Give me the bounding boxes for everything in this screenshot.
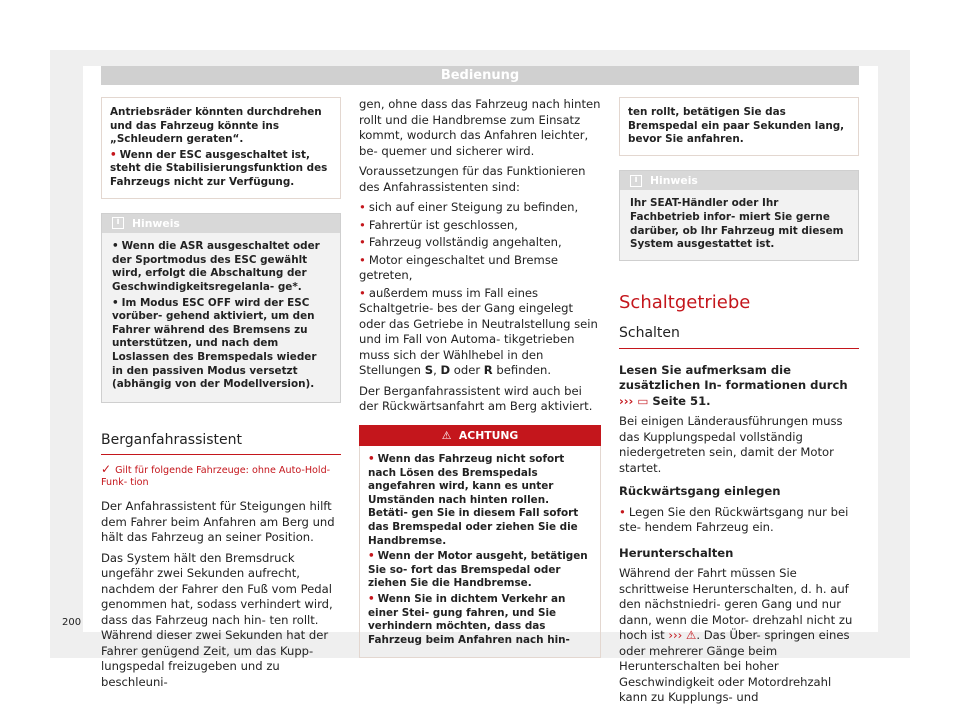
separator: , (433, 363, 441, 377)
warning-bullet (368, 550, 592, 591)
paragraph: gen, ohne dass das Fahrzeug nach hinten rollt und die Handbremse zum Einsatz kommt, wodurch das Anfahren leichter, be- quemer und sicherer wird. (359, 97, 601, 158)
list-item-text: Legen Sie den Rückwärtsgang nur bei ste- hendem Fahrzeug ein. (619, 504, 849, 535)
applies-text: Gilt für folgende Fahrzeuge: ohne Auto-Hold-Funk- tion (101, 465, 331, 489)
note-bullet (112, 297, 330, 392)
position-d: D (440, 363, 451, 377)
list-item (359, 253, 601, 284)
paragraph: Voraussetzungen für das Funktionieren des Anfahrassistenten sind: (359, 164, 586, 194)
intro-text: Lesen Sie aufmerksam die zusätzlichen In- formationen durch (619, 362, 848, 393)
note-body (102, 233, 340, 402)
bullet-icon: • (110, 148, 117, 161)
list-item (359, 218, 601, 234)
double-chevron-icon: ››› (668, 628, 683, 643)
double-chevron-icon: ››› (619, 393, 634, 408)
list-item (359, 200, 601, 216)
bullet-icon: • (368, 453, 375, 465)
note-body: Ihr SEAT-Händler oder Ihr Fachbetrieb infor- miert Sie gerne darüber, ob Ihr Fahrzeug mit diesem System ausgestattet ist. (630, 197, 844, 251)
warning-continuation-box (101, 97, 341, 199)
book-icon: ▭ (637, 393, 649, 408)
check-icon: ✓ (101, 462, 112, 477)
bullet-icon: • (112, 240, 119, 253)
note-bullet-text: Wenn die ASR ausgeschaltet oder der Sportmodus des ESC gewählt wird, erfolgt die Abschaltung der Geschwindigkeitsregelanla- ge*. (112, 240, 320, 293)
warning-bullet (110, 149, 332, 190)
info-icon: i (630, 175, 642, 187)
paragraph: Das System hält den Bremsdruck ungefähr zwei Sekunden aufrecht, nachdem der Fahrer den Fuß vom Pedal genommen hat, sodass verhindert wird, dass das Fahrzeug nach hin- ten rollt. Während dieser zwei Sekunden hat der Fahrer genügend Zeit, um das Kupp- lungspedal freizugeben und zu beschleuni- (101, 550, 333, 689)
note-title: Hinweis (650, 173, 698, 187)
list-item-end: befinden. (492, 363, 552, 377)
list-item-text: Fahrzeug vollständig angehalten, (368, 235, 562, 249)
list-item-text: Motor eingeschaltet und Bremse getreten, (359, 252, 559, 282)
list-item (359, 235, 601, 251)
warning-header (359, 425, 601, 447)
bullet-icon: • (112, 296, 119, 309)
list-item-text: außerdem muss im Fall eines Schaltgetrie- bes der Gang eingelegt oder das Getriebe in Neutralstellung sein und im Fall von Automa- tikgetrieben muss sich der Wählhebel in den Stellungen (359, 285, 598, 377)
warning-bullet-text: Wenn der ESC ausgeschaltet ist, steht die Stabilisierungsfunktion des Fahrzeugs nicht zur Verfügung. (110, 148, 328, 188)
bullet-icon: • (619, 504, 626, 519)
bullet-icon: • (368, 550, 375, 563)
note-box (101, 213, 341, 403)
warning-text: Antriebsräder könnten durchdrehen und das Fahrzeug könnte ins „Schleudern geraten“. (110, 106, 322, 146)
section-header: Bedienung (101, 66, 859, 85)
subheading: Rückwärtsgang einlegen (619, 484, 781, 499)
note-header (102, 214, 340, 234)
warning-bullet (368, 593, 592, 647)
bullet-icon: • (368, 592, 375, 605)
paragraph: Bei einigen Länderausführungen muss das Kupplungspedal vollständig niedergetreten sein, damit der Motor startet. (619, 414, 843, 475)
separator: oder (450, 363, 484, 377)
section-title: Schalten (619, 326, 859, 349)
bullet-icon: • (359, 217, 366, 232)
warning-bullet (368, 453, 592, 548)
warning-bullet-text: Wenn der Motor ausgeht, betätigen Sie so- fort das Bremspedal oder ziehen Sie die Handbremse. (368, 550, 588, 590)
note-bullet (112, 240, 330, 294)
list-item (359, 286, 601, 379)
chapter-title: Schaltgetriebe (619, 291, 751, 313)
list-item-text: Fahrertür ist geschlossen, (368, 217, 518, 232)
note-box (619, 170, 859, 261)
warning-continuation-box: ten rollt, betätigen Sie das Bremspedal ein paar Sekunden lang, bevor Sie anfahren. (619, 97, 859, 156)
warning-icon: ⚠ (441, 428, 452, 442)
warning-bullet-text: Wenn Sie in dichtem Verkehr an einer Stei- gung fahren, und Sie verhindern möchten, dass das Fahrzeug beim Anfahren nach hin- (368, 592, 570, 646)
paragraph (619, 566, 859, 706)
applies-note (101, 463, 341, 489)
list-item-text: sich auf einer Steigung zu befinden, (368, 200, 579, 214)
bullet-icon: • (359, 252, 366, 267)
bullet-icon: • (359, 285, 366, 300)
note-title: Hinweis (132, 216, 180, 230)
page-number: 200 (62, 617, 82, 628)
intro-paragraph (619, 363, 859, 410)
column-1 (101, 97, 341, 695)
position-s: S (424, 363, 434, 377)
info-icon: i (112, 217, 124, 229)
bullet-icon: • (359, 200, 366, 214)
warning-title: ACHTUNG (458, 428, 519, 442)
warning-box (359, 425, 601, 659)
note-header (620, 171, 858, 191)
list-item (619, 505, 859, 536)
bullet-icon: • (359, 235, 366, 249)
note-bullet-text: Im Modus ESC OFF wird der ESC vorüber- gehend aktiviert, um den Fahrer während des Bremsens zu unterstützen, und nach dem Loslassen des Bremspedals wieder in den passiven Modus versetzt (abhängig von der Modellversion). (112, 296, 317, 391)
intro-end: . (706, 393, 711, 408)
page-reference[interactable]: Seite 51 (652, 393, 707, 408)
subheading: Herunterschalten (619, 545, 734, 560)
section-title: Berganfahrassistent (101, 433, 341, 456)
paragraph: Der Anfahrassistent für Steigungen hilft dem Fahrer beim Anfahren am Berg und hält das Fahrzeug an seiner Position. (101, 499, 335, 545)
warning-bullet-text: Wenn das Fahrzeug nicht sofort nach Lösen des Bremspedals angefahren wird, kann es unter Umständen nach hinten rollen. Betäti- gen Sie in diesem Fall sofort das Bremspedal oder ziehen Sie die Handbremse. (368, 453, 579, 547)
paragraph-text: . Das Über- springen eines oder mehrerer Gänge beim Herunterschalten bei hoher Geschwindigkeit oder Motordrehzahl kann zu Kupplungs- und (619, 628, 850, 705)
column-2 (359, 97, 601, 658)
position-r: R (483, 363, 493, 377)
warning-body (359, 446, 601, 658)
paragraph: Der Berganfahrassistent wird auch bei der Rückwärtsanfahrt am Berg aktiviert. (359, 383, 593, 413)
column-3 (619, 97, 859, 708)
paragraph-text: Während der Fahrt müssen Sie schrittweise Herunterschalten, d. h. auf den nächstniedri- geren Gang und nur dann, wenn die Motor- drehzahl nicht zu hoch ist (619, 566, 853, 643)
warning-icon: ⚠ (685, 628, 697, 643)
